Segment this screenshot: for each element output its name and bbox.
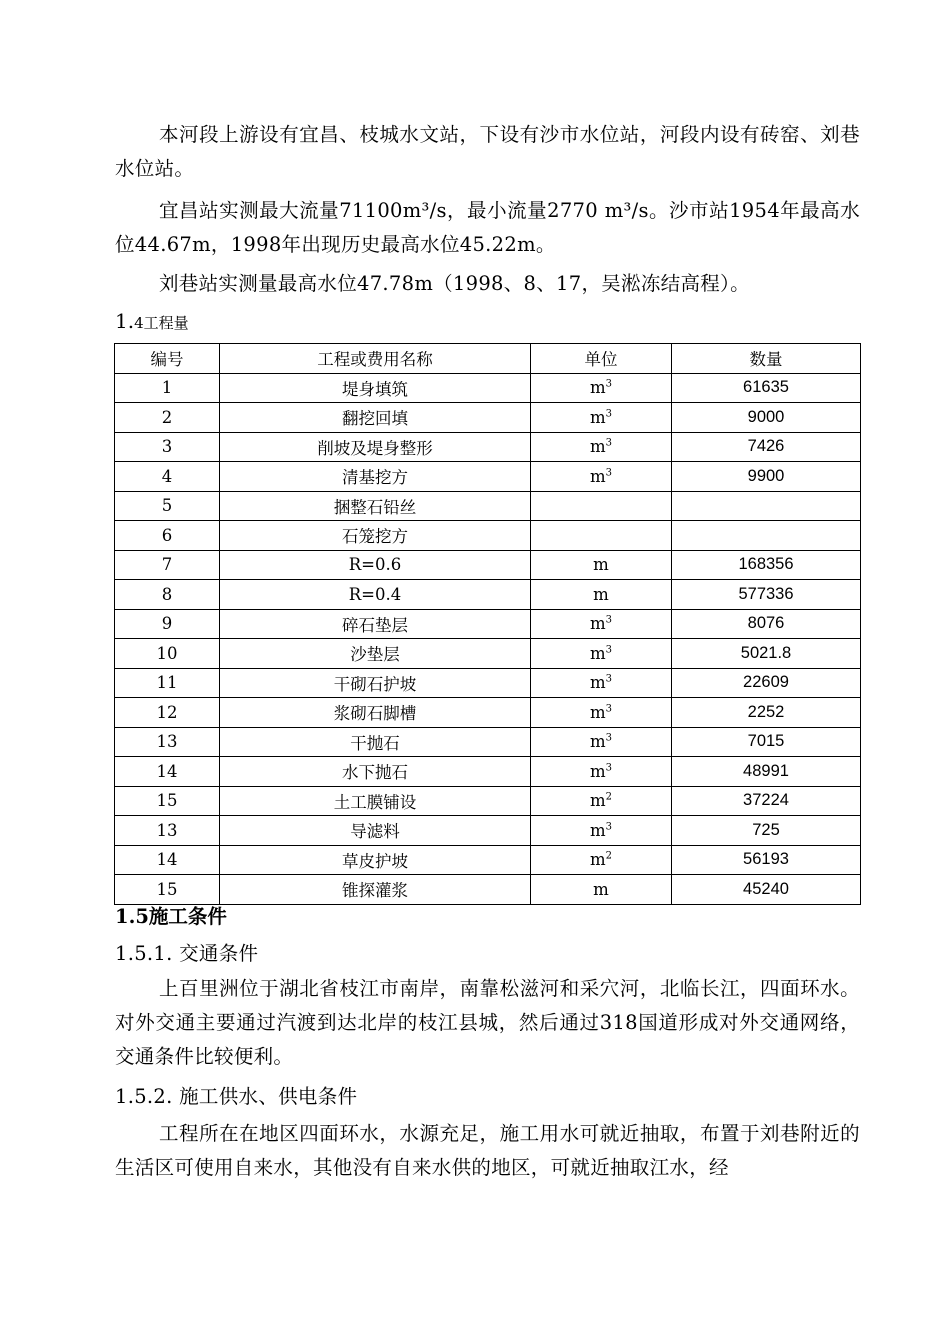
paragraph-traffic: 上百里洲位于湖北省枝江市南岸，南靠松滋河和采穴河，北临长江，四面环水。对外交通主要通过汽渡到达北岸的枝江县城，然后通过318国道形成对外交通网络，交通条件比较便利。 <box>115 977 860 1068</box>
cell-quantity <box>672 491 861 521</box>
cell-number: 15 <box>115 875 220 905</box>
cell-quantity: 725 <box>672 816 861 846</box>
cell-quantity: 45240 <box>672 875 861 905</box>
cell-number: 13 <box>115 727 220 757</box>
unit-symbol: m <box>593 584 609 604</box>
unit-symbol: m <box>589 614 606 634</box>
table-row <box>115 668 861 698</box>
unit-exponent: 3 <box>605 762 613 774</box>
cell-quantity: 9000 <box>672 403 861 433</box>
cell-quantity: 5021.8 <box>672 639 861 669</box>
cell-number: 2 <box>115 403 220 433</box>
unit-symbol: m <box>589 761 606 781</box>
table-row <box>115 698 861 728</box>
cell-unit <box>531 875 672 905</box>
table-row <box>115 521 861 551</box>
cell-quantity: 37224 <box>672 786 861 816</box>
cell-unit <box>531 403 672 433</box>
cell-unit <box>531 816 672 846</box>
cell-item-name: R=0.6 <box>220 550 531 580</box>
cell-quantity: 22609 <box>672 668 861 698</box>
table-row <box>115 491 861 521</box>
cell-item-name: 水下抛石 <box>220 757 531 787</box>
cell-item-name: R=0.4 <box>220 580 531 610</box>
unit-exponent: 3 <box>605 378 613 390</box>
cell-unit <box>531 373 672 403</box>
cell-quantity: 48991 <box>672 757 861 787</box>
table-header-row <box>115 344 861 374</box>
header-quantity: 数量 <box>672 344 861 374</box>
table-row <box>115 845 861 875</box>
cell-quantity: 7015 <box>672 727 861 757</box>
unit-symbol: m <box>589 378 606 398</box>
cell-quantity: 9900 <box>672 462 861 492</box>
cell-number: 1 <box>115 373 220 403</box>
unit-exponent: 3 <box>605 437 613 449</box>
unit-exponent: 3 <box>605 673 613 685</box>
unit-exponent: 2 <box>605 850 613 862</box>
unit-symbol: m <box>593 879 609 899</box>
unit-symbol: m <box>589 702 606 722</box>
unit-symbol: m <box>589 466 606 486</box>
cell-unit <box>531 698 672 728</box>
unit-exponent: 3 <box>605 732 613 744</box>
cell-number: 11 <box>115 668 220 698</box>
header-number: 编号 <box>115 344 220 374</box>
paragraph-hydrology-stations: 本河段上游设有宜昌、枝城水文站，下设有沙市水位站，河段内设有砖窑、刘巷水位站。 <box>115 123 860 180</box>
cell-item-name: 草皮护坡 <box>220 845 531 875</box>
cell-number: 3 <box>115 432 220 462</box>
section-title: 4工程量 <box>134 314 189 332</box>
cell-number: 7 <box>115 550 220 580</box>
cell-quantity: 61635 <box>672 373 861 403</box>
subsection-heading-traffic: 1.5.1. 交通条件 <box>115 942 259 965</box>
unit-symbol: m <box>589 732 606 752</box>
cell-item-name: 土工膜铺设 <box>220 786 531 816</box>
unit-exponent: 3 <box>605 703 613 715</box>
table-row <box>115 580 861 610</box>
unit-symbol: m <box>589 791 606 811</box>
cell-item-name: 导滤料 <box>220 816 531 846</box>
cell-unit <box>531 462 672 492</box>
cell-unit <box>531 757 672 787</box>
cell-quantity: 577336 <box>672 580 861 610</box>
cell-number: 10 <box>115 639 220 669</box>
cell-item-name: 石笼挖方 <box>220 521 531 551</box>
cell-number: 14 <box>115 757 220 787</box>
unit-exponent: 3 <box>605 408 613 420</box>
cell-number: 15 <box>115 786 220 816</box>
table-row <box>115 816 861 846</box>
unit-exponent: 3 <box>605 644 613 656</box>
section-heading-quantities <box>115 309 189 333</box>
cell-number: 8 <box>115 580 220 610</box>
cell-item-name: 浆砌石脚槽 <box>220 698 531 728</box>
table-row <box>115 609 861 639</box>
paragraph-liuxiang-station: 刘巷站实测量最高水位47.78m（1998、8、17，吴淞冻结高程）。 <box>159 272 750 295</box>
cell-number: 9 <box>115 609 220 639</box>
cell-quantity: 56193 <box>672 845 861 875</box>
cell-item-name: 锥探灌浆 <box>220 875 531 905</box>
cell-number: 13 <box>115 816 220 846</box>
cell-item-name: 翻挖回填 <box>220 403 531 433</box>
unit-symbol: m <box>589 437 606 457</box>
cell-unit <box>531 639 672 669</box>
table-row <box>115 550 861 580</box>
cell-unit <box>531 550 672 580</box>
cell-unit <box>531 580 672 610</box>
cell-item-name: 削坡及堤身整形 <box>220 432 531 462</box>
cell-quantity <box>672 521 861 551</box>
unit-exponent: 3 <box>605 467 613 479</box>
cell-item-name: 清基挖方 <box>220 462 531 492</box>
cell-unit <box>531 845 672 875</box>
cell-unit <box>531 668 672 698</box>
unit-symbol: m <box>589 673 606 693</box>
cell-quantity: 168356 <box>672 550 861 580</box>
unit-exponent: 3 <box>605 614 613 626</box>
cell-quantity: 2252 <box>672 698 861 728</box>
unit-symbol: m <box>589 850 606 870</box>
header-unit: 单位 <box>531 344 672 374</box>
unit-symbol: m <box>589 407 606 427</box>
paragraph-water-power: 工程所在在地区四面环水，水源充足，施工用水可就近抽取，布置于刘巷附近的生活区可使用自来水，其他没有自来水供的地区，可就近抽取江水，经 <box>115 1122 860 1179</box>
cell-item-name: 干砌石护坡 <box>220 668 531 698</box>
paragraph-flow-records: 宜昌站实测最大流量71100m³/s，最小流量2770 m³/s。沙市站1954年最高水位44.67m，1998年出现历史最高水位45.22m。 <box>115 199 860 256</box>
header-item-name: 工程或费用名称 <box>220 344 531 374</box>
section-heading-construction-conditions: 1.5施工条件 <box>115 905 227 928</box>
table-row <box>115 432 861 462</box>
cell-number: 6 <box>115 521 220 551</box>
table-row <box>115 786 861 816</box>
cell-unit <box>531 521 672 551</box>
cell-quantity: 7426 <box>672 432 861 462</box>
cell-number: 12 <box>115 698 220 728</box>
table-row <box>115 373 861 403</box>
table-row <box>115 727 861 757</box>
cell-quantity: 8076 <box>672 609 861 639</box>
unit-symbol: m <box>589 643 606 663</box>
cell-item-name: 堤身填筑 <box>220 373 531 403</box>
unit-exponent: 3 <box>605 821 613 833</box>
cell-number: 5 <box>115 491 220 521</box>
cell-number: 4 <box>115 462 220 492</box>
cell-unit <box>531 786 672 816</box>
table-row <box>115 639 861 669</box>
unit-symbol: m <box>593 555 609 575</box>
cell-unit <box>531 491 672 521</box>
cell-item-name: 干抛石 <box>220 727 531 757</box>
unit-exponent: 2 <box>605 791 613 803</box>
cell-item-name: 沙垫层 <box>220 639 531 669</box>
table-row <box>115 462 861 492</box>
table-row <box>115 757 861 787</box>
section-number: 1. <box>115 309 135 333</box>
cell-unit <box>531 727 672 757</box>
subsection-heading-water-power: 1.5.2. 施工供水、供电条件 <box>115 1085 358 1108</box>
cell-unit <box>531 609 672 639</box>
table-row <box>115 403 861 433</box>
cell-item-name: 碎石垫层 <box>220 609 531 639</box>
unit-symbol: m <box>589 820 606 840</box>
cell-unit <box>531 432 672 462</box>
cell-number: 14 <box>115 845 220 875</box>
cell-item-name: 捆整石铅丝 <box>220 491 531 521</box>
table-row <box>115 875 861 905</box>
quantities-table <box>114 343 861 905</box>
